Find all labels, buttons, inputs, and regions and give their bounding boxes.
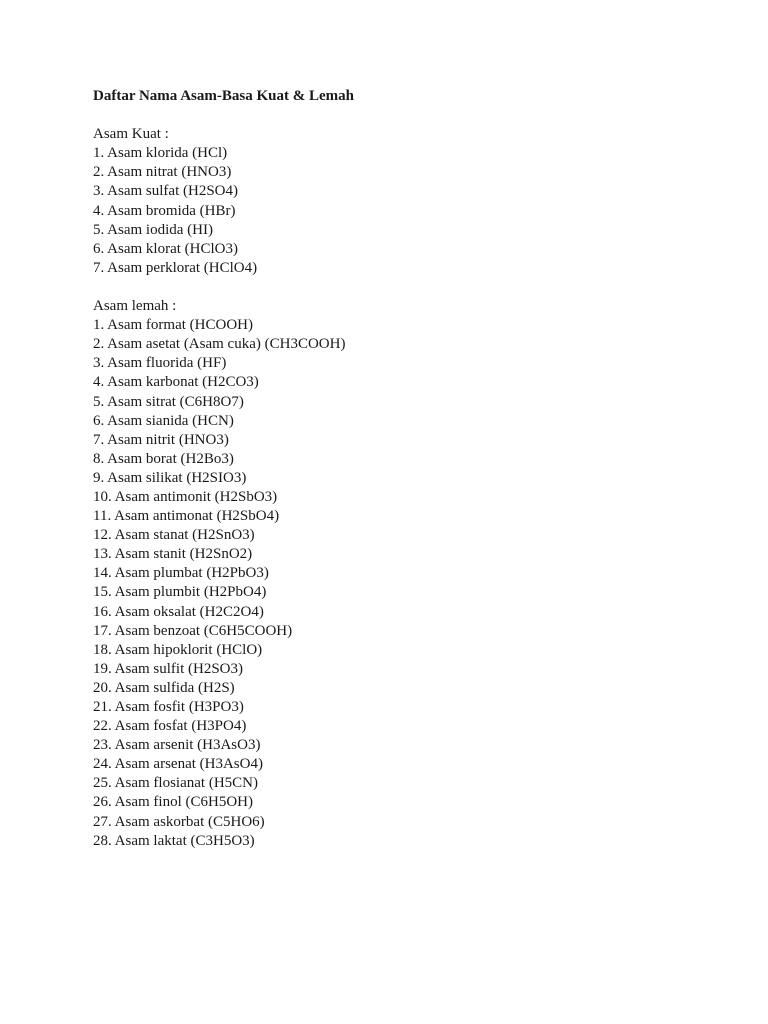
document-body — [93, 87, 693, 851]
list-item: 24. Asam arsenat (H3AsO4) — [93, 756, 263, 773]
spacer — [93, 106, 693, 125]
list-item: 28. Asam laktat (C3H5O3) — [93, 832, 255, 849]
weak-acids-list — [93, 316, 693, 851]
list-item: 4. Asam karbonat (H2CO3) — [93, 374, 259, 391]
list-item: 15. Asam plumbit (H2PbO4) — [93, 584, 267, 601]
list-item: 11. Asam antimonat (H2SbO4) — [93, 508, 280, 525]
list-item: 17. Asam benzoat (C6H5COOH) — [93, 622, 293, 639]
list-item: 3. Asam fluorida (HF) — [93, 355, 227, 372]
spacer — [93, 278, 693, 297]
weak-acids-heading: Asam lemah : — [93, 298, 177, 315]
list-item: 1. Asam format (HCOOH) — [93, 317, 253, 334]
list-item: 6. Asam klorat (HClO3) — [93, 240, 238, 257]
list-item: 13. Asam stanit (H2SnO2) — [93, 546, 253, 563]
list-item: 16. Asam oksalat (H2C2O4) — [93, 603, 264, 620]
list-item: 2. Asam nitrat (HNO3) — [93, 164, 232, 181]
list-item: 20. Asam sulfida (H2S) — [93, 679, 235, 696]
list-item: 22. Asam fosfat (H3PO4) — [93, 718, 247, 735]
list-item: 9. Asam silikat (H2SIO3) — [93, 469, 247, 486]
list-item: 26. Asam finol (C6H5OH) — [93, 794, 253, 811]
list-item: 8. Asam borat (H2Bo3) — [93, 450, 234, 467]
list-item: 5. Asam sitrat (C6H8O7) — [93, 393, 244, 410]
list-item: 2. Asam asetat (Asam cuka) (CH3COOH) — [93, 336, 346, 353]
list-item: 19. Asam sulfit (H2SO3) — [93, 660, 243, 677]
list-item: 27. Asam askorbat (C5HO6) — [93, 813, 265, 830]
list-item: 3. Asam sulfat (H2SO4) — [93, 183, 238, 200]
strong-acids-list — [93, 144, 693, 278]
list-item: 10. Asam antimonit (H2SbO3) — [93, 488, 278, 505]
list-item: 23. Asam arsenit (H3AsO3) — [93, 737, 261, 754]
list-item: 7. Asam perklorat (HClO4) — [93, 259, 258, 276]
list-item: 7. Asam nitrit (HNO3) — [93, 431, 229, 448]
strong-acids-heading: Asam Kuat : — [93, 126, 169, 143]
document-title: Daftar Nama Asam-Basa Kuat & Lemah — [93, 88, 354, 104]
list-item: 18. Asam hipoklorit (HClO) — [93, 641, 263, 658]
list-item: 5. Asam iodida (HI) — [93, 221, 213, 238]
list-item: 25. Asam flosianat (H5CN) — [93, 775, 258, 792]
list-item: 6. Asam sianida (HCN) — [93, 412, 234, 429]
list-item: 14. Asam plumbat (H2PbO3) — [93, 565, 269, 582]
list-item: 1. Asam klorida (HCl) — [93, 145, 228, 162]
list-item: 21. Asam fosfit (H3PO3) — [93, 699, 244, 715]
list-item: 12. Asam stanat (H2SnO3) — [93, 527, 255, 544]
list-item: 4. Asam bromida (HBr) — [93, 202, 236, 219]
